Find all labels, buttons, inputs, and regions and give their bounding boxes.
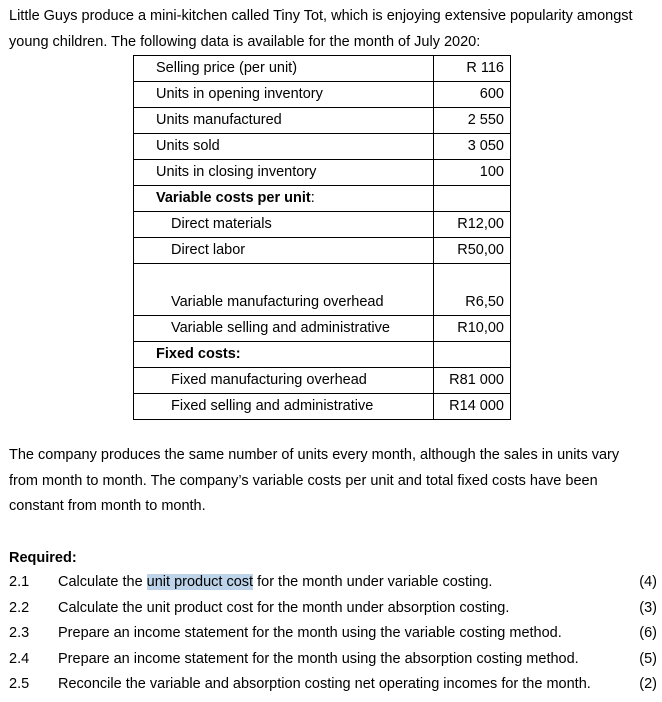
- table-row: [134, 264, 511, 316]
- row-value: R6,50: [434, 264, 511, 316]
- item-marks: (6): [639, 625, 657, 641]
- row-label: Variable manufacturing overhead: [134, 264, 434, 316]
- row-label: Direct materials: [134, 212, 434, 238]
- text-selection-highlight[interactable]: unit product cost: [146, 574, 254, 590]
- list-item: [9, 596, 657, 622]
- variable-costs-heading-colon: :: [310, 190, 315, 206]
- item-marks: (4): [639, 574, 657, 590]
- explanation-paragraph: The company produces the same number of units every month, although the sales in units vary from month to month. The company’s variable costs per unit and total fixed costs have been constant from month to month.: [9, 447, 620, 514]
- table-row: [134, 394, 511, 420]
- required-heading: Required:: [9, 550, 77, 566]
- row-label: Units sold: [134, 134, 434, 160]
- row-value: 600: [434, 82, 511, 108]
- row-value: R14 000: [434, 394, 511, 420]
- cost-data-table: [133, 55, 511, 420]
- row-value-empty: [434, 342, 511, 368]
- row-label: Units manufactured: [134, 108, 434, 134]
- table-row: [134, 342, 511, 368]
- item-text-before: Calculate the: [58, 574, 147, 590]
- row-label: Units in closing inventory: [134, 160, 434, 186]
- list-item: [9, 672, 657, 698]
- row-value-empty: [434, 186, 511, 212]
- row-label: Direct labor: [134, 238, 434, 264]
- list-item: [9, 621, 657, 647]
- table-row: [134, 212, 511, 238]
- item-number: 2.3: [9, 625, 30, 641]
- item-text: [58, 570, 492, 596]
- item-number: 2.4: [9, 650, 30, 667]
- item-text: Prepare an income statement for the month using the absorption costing method.: [58, 650, 579, 667]
- item-text: Prepare an income statement for the month using the variable costing method.: [58, 625, 562, 641]
- table-row: [134, 56, 511, 82]
- item-text: Calculate the unit product cost for the month under absorption costing.: [58, 599, 510, 616]
- item-number: 2.5: [9, 676, 30, 692]
- table-row: [134, 134, 511, 160]
- row-value: 3 050: [434, 134, 511, 160]
- row-value: 100: [434, 160, 511, 186]
- item-marks: (2): [639, 676, 657, 692]
- list-item: [9, 647, 657, 673]
- item-marks: (3): [639, 599, 657, 616]
- table-row: [134, 108, 511, 134]
- fixed-costs-heading: Fixed costs:: [134, 342, 434, 368]
- row-value: 2 550: [434, 108, 511, 134]
- item-text-after: for the month under variable costing.: [253, 574, 493, 590]
- intro-paragraph: Little Guys produce a mini-kitchen called Tiny Tot, which is enjoying extensive popularity amongst young children. The following data is available for the month of July 2020:: [9, 8, 633, 50]
- variable-costs-heading-text: Variable costs per unit: [156, 190, 311, 206]
- table-row: [134, 368, 511, 394]
- row-label: Fixed manufacturing overhead: [134, 368, 434, 394]
- row-value: R 116: [434, 56, 511, 82]
- item-marks: (5): [639, 650, 657, 667]
- table-row: [134, 316, 511, 342]
- required-list: [9, 570, 657, 698]
- row-label: Variable selling and administrative: [134, 316, 434, 342]
- table-row: [134, 82, 511, 108]
- item-number: 2.1: [9, 574, 30, 590]
- table-row: [134, 186, 511, 212]
- variable-costs-heading: [134, 186, 434, 212]
- row-label: Fixed selling and administrative: [134, 394, 434, 420]
- table-row: [134, 160, 511, 186]
- row-label: Selling price (per unit): [134, 56, 434, 82]
- item-text: Reconcile the variable and absorption costing net operating incomes for the month.: [58, 676, 591, 692]
- table-row: [134, 238, 511, 264]
- item-number: 2.2: [9, 599, 30, 616]
- row-value: R12,00: [434, 212, 511, 238]
- row-value: R50,00: [434, 238, 511, 264]
- row-label: Units in opening inventory: [134, 82, 434, 108]
- row-value: R10,00: [434, 316, 511, 342]
- row-value: R81 000: [434, 368, 511, 394]
- list-item: [9, 570, 657, 596]
